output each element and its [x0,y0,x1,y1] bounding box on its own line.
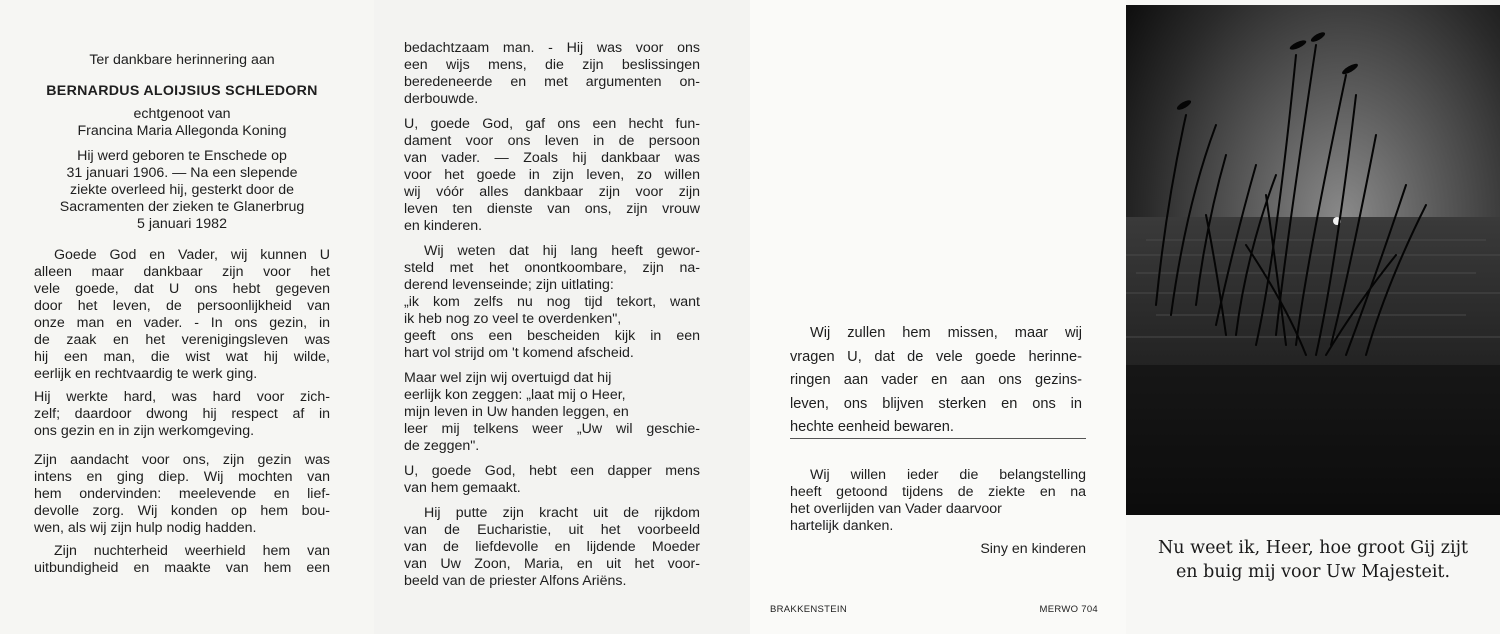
text-line: mijn leven in Uw handen leggen, en [404,404,629,420]
signature: Siny en kinderen [980,541,1086,557]
card-panel-1 [0,0,374,634]
text-line: „ik kom zelfs nu nog tijd tekort, want [404,294,700,310]
reeds-sunset-photo [1126,5,1500,515]
paragraph [404,370,700,455]
paragraph [34,247,330,383]
text-line: U, goede God, hebt een dapper mens [404,463,700,479]
text-line: U, goede God, gaf ons een hecht fun- [404,116,700,132]
text-line: geeft ons een bescheiden kijk in een [404,328,700,344]
panel-2-text [404,40,700,590]
paragraph [404,463,700,497]
text-line: Wij willen ieder die belangstelling [810,467,1086,483]
text-line: van vader. — Zoals hij dankbaar was [404,150,700,166]
text-line: ringen aan vader en aan ons gezins- [790,372,1082,388]
text-line: zelf; daardoor dwong hij respect af in [34,406,330,422]
verse-line: en buig mij voor Uw Majesteit. [1175,562,1451,582]
text-line: het overlijden van Vader daarvoor [790,501,1002,517]
text-line: dament voor ons leven in de persoon [404,133,700,149]
text-line: leven, ons blijven sterken en ons in [790,395,1082,412]
text-line: Hij werkte hard, was hard voor zich- [34,389,330,405]
text-line: onze man en vader. - In ons gezin, in [34,315,330,331]
closing-verse [1126,536,1500,584]
text-line: eerlijk kon zeggen: „laat mij o Heer, [404,387,626,403]
text-line: derbouwde. [404,91,479,107]
divider-line [790,438,1086,439]
verse-line: Nu weet ik, Heer, hoe groot Gij zijt [1157,538,1469,558]
print-code: MERWO 704 [1039,604,1098,615]
text-line: alleen maar dankbaar zijn voor het [34,264,330,280]
text-line: steld met het onontkoombare, zijn na- [404,260,700,276]
text-line: de zaak en het verenigingsleven was [34,332,330,348]
paragraph [34,452,330,537]
panel-1-text [34,52,330,577]
text-line: een wijs mens, die zijn beslissingen [404,57,700,73]
card-panel-2 [374,0,750,634]
text-line: en kinderen. [404,218,483,234]
spouse-name: Francina Maria Allegonda Koning [77,123,287,139]
intro-line: Ter dankbare herinnering aan [89,52,275,68]
text-line: Hij putte zijn kracht uit de rijkdom [424,505,700,521]
text-line: hechte eenheid bewaren. [790,419,954,435]
text-line: van de Eucharistie, uit het voorbeeld [404,522,700,538]
text-line: van hem gemaakt. [404,480,521,496]
paragraph [34,543,330,577]
text-line: vragen U, dat de vele goede herinne- [790,348,1082,365]
text-line: Hij werd geboren te Enschede op [77,148,287,164]
text-line: door het leven, de persoonlijkheid van [34,298,330,314]
closing-prayer [790,322,1082,440]
birth-paragraph [34,148,330,233]
text-line: Wij weten dat hij lang heeft gewor- [424,243,700,259]
text-line: ziekte overleed hij, gesterkt door de [70,182,294,198]
text-line: 5 januari 1982 [137,216,227,232]
paragraph [34,389,330,440]
text-line: hem ondervinden: meelevende en lief- [34,486,330,502]
text-line: van de liefdevolle en lijdende Moeder [404,539,700,555]
text-line: intens en ging diep. Wij mochten van [34,469,330,485]
text-line: hij een man, die wist wat hij wilde, [34,349,330,365]
text-line: bedachtzaam man. - Hij was voor ons [404,40,700,56]
thanks-note [790,467,1086,558]
text-line: hartelijk danken. [790,518,894,534]
text-line: van Uw Zoon, Maria, en uit het voor- [404,556,700,572]
text-line: hart vol strijd om 't komend afscheid. [404,345,634,361]
text-line: devolle zorg. Wij konden op hem bou- [34,503,330,519]
paragraph [404,116,700,235]
paragraph [404,243,700,362]
text-line: Maar wel zijn wij overtuigd dat hij [404,370,612,386]
text-line: Wij zullen hem missen, maar wij [810,325,1082,341]
text-line: beeld van de priester Alfons Ariëns. [404,573,627,589]
text-line: Goede God en Vader, wij kunnen U [54,247,330,263]
text-line: heeft getoond tijdens de ziekte en na [790,484,1086,500]
card-panel-4 [1126,0,1500,634]
text-line: leven ten dienste van ons, zijn vrouw [404,201,700,217]
text-line: 31 januari 1906. — Na een slepende [66,165,298,181]
text-line: vele goede, dat U ons hebt gegeven [34,281,330,297]
printer-name: BRAKKENSTEIN [770,604,847,615]
text-line: ik heb nog zo veel te overdenken", [404,311,622,327]
text-line: Zijn nuchterheid weerhield hem van [54,543,330,559]
text-line: wij vóór alles dankbaar zijn voor zijn [404,184,700,200]
text-line: wen, als wij zijn hulp nodig hadden. [34,520,257,536]
text-line: beredeneerde en met argumenten on- [404,74,700,90]
card-panel-3 [750,0,1126,634]
paragraph [404,505,700,590]
text-line: derend levenseinde; zijn uitlating: [404,277,614,293]
text-line: ons gezin en in zijn werkomgeving. [34,423,255,439]
text-line: de zeggen". [404,438,480,454]
paragraph [404,40,700,108]
text-line: eerlijk en rechtvaardig te werk ging. [34,366,258,382]
deceased-name: BERNARDUS ALOIJSIUS SCHLEDORN [46,83,318,99]
spouse-intro: echtgenoot van [133,106,231,122]
text-line: uitbundigheid en maakte van hem een [34,560,330,576]
text-line: Zijn aandacht voor ons, zijn gezin was [34,452,330,468]
text-line: Sacramenten der zieken te Glanerbrug [59,199,305,215]
text-line: voor het goede in zijn leven, zo willen [404,167,700,183]
text-line: leer mij telkens weer „Uw wil geschie- [404,421,700,437]
